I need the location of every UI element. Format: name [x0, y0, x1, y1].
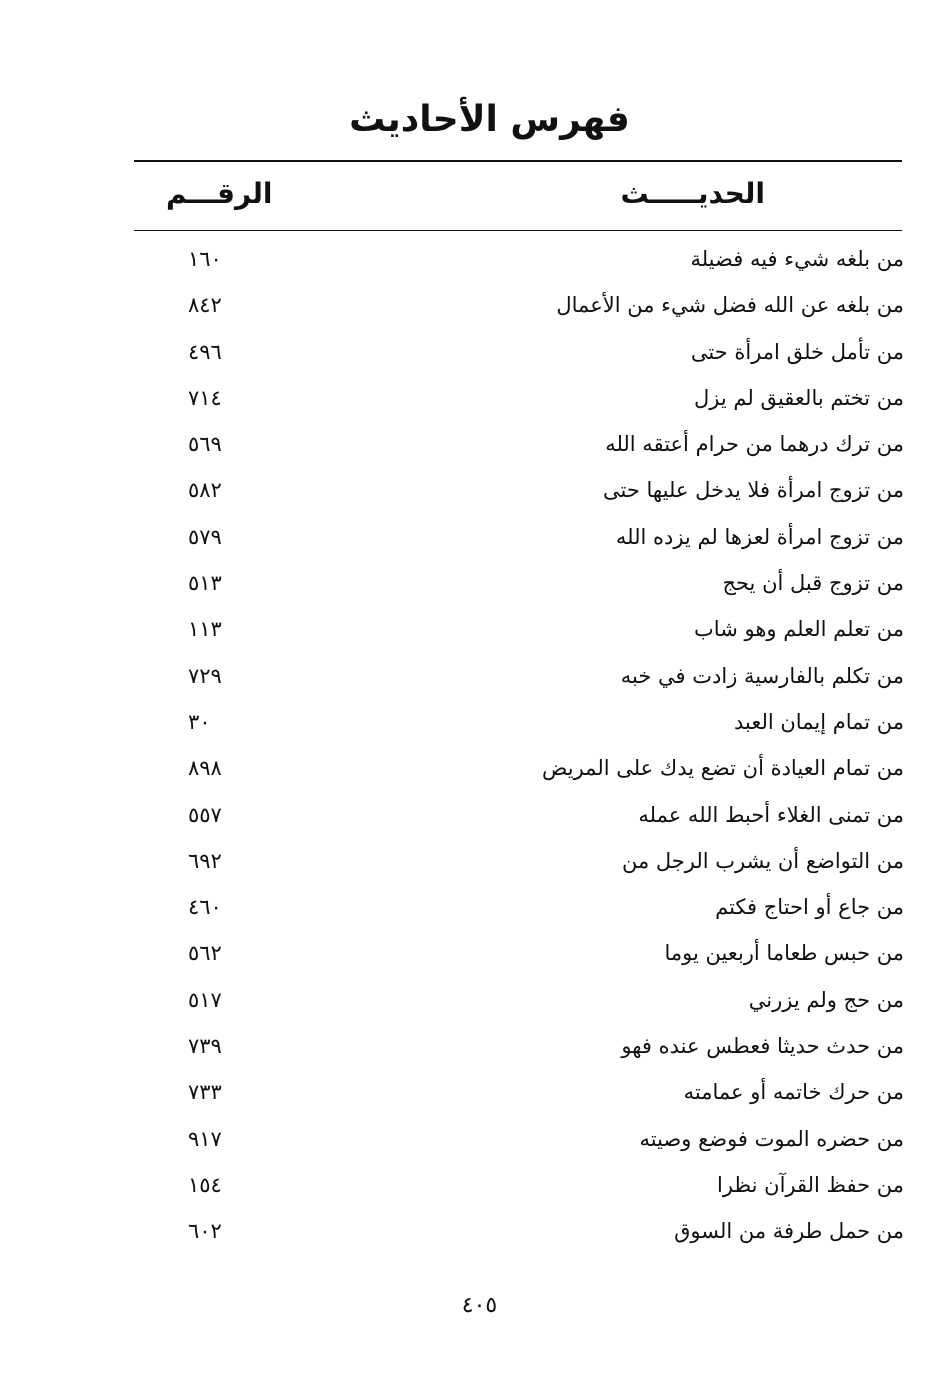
hadith-number: ١١٣ — [188, 617, 222, 642]
index-row — [134, 1116, 904, 1162]
hadith-number: ٩١٧ — [188, 1126, 222, 1151]
index-row — [134, 884, 904, 930]
index-row — [134, 838, 904, 884]
index-row — [134, 467, 904, 513]
index-row — [134, 977, 904, 1023]
index-row — [134, 375, 904, 421]
hadith-number: ٥٥٧ — [188, 802, 222, 827]
hadith-number: ٤٦٠ — [188, 895, 222, 920]
hadith-text: من حج ولم يزرني — [748, 987, 904, 1012]
index-row — [134, 560, 904, 606]
column-header-number: الرقـــم — [166, 177, 273, 210]
hadith-number: ٣٠ — [188, 709, 211, 734]
index-row — [134, 745, 904, 791]
index-row — [134, 606, 904, 652]
hadith-number: ١٦٠ — [188, 247, 222, 271]
hadith-number: ٥٦٢ — [188, 941, 222, 966]
hadith-number: ٥٧٩ — [188, 524, 222, 549]
hadith-text: من تختم بالعقيق لم يزل — [694, 385, 904, 410]
hadith-text: من تأمل خلق امرأة حتى — [690, 339, 904, 364]
index-row — [134, 329, 904, 375]
hadith-text: من بلغه عن الله فضل شيء من الأعمال — [556, 293, 904, 318]
hadith-number: ٦٠٢ — [188, 1219, 222, 1244]
hadith-text: من تزوج قبل أن يحج — [722, 571, 904, 596]
hadith-text: من حدث حديثا فعطس عنده فهو — [621, 1034, 904, 1059]
index-row — [134, 514, 904, 560]
hadith-number: ٥١٧ — [188, 987, 222, 1012]
hadith-text: من تعلم العلم وهو شاب — [694, 617, 904, 642]
hadith-index-list — [134, 236, 904, 1255]
hadith-text: من جاع أو احتاج فكتم — [715, 895, 904, 920]
hadith-number: ٧٢٩ — [188, 663, 222, 688]
index-row — [134, 1162, 904, 1208]
hadith-text: من التواضع أن يشرب الرجل من — [621, 848, 904, 873]
column-header-hadith: الحديـــــث — [620, 177, 765, 210]
page-number: ٤٠٥ — [461, 1293, 498, 1318]
index-row — [134, 1023, 904, 1069]
hadith-number: ٨٤٢ — [188, 293, 222, 318]
hadith-number: ٨٩٨ — [188, 756, 222, 781]
index-row — [134, 1208, 904, 1254]
hadith-number: ٥١٣ — [188, 571, 222, 596]
hadith-number: ٧١٤ — [188, 385, 222, 410]
index-row — [134, 653, 904, 699]
hadith-text: من حبس طعاما أربعين يوما — [664, 941, 904, 966]
hadith-text: من بلغه شيء فيه فضيلة — [690, 247, 904, 271]
page-title: فهرس الأحاديث — [349, 99, 630, 140]
hadith-text: من حمل طرفة من السوق — [674, 1219, 904, 1244]
index-row — [134, 421, 904, 467]
hadith-number: ٧٣٣ — [188, 1080, 222, 1105]
hadith-text: من تمنى الغلاء أحبط الله عمله — [638, 802, 904, 827]
index-row — [134, 699, 904, 745]
index-row — [134, 236, 904, 282]
hadith-number: ٥٨٢ — [188, 478, 222, 503]
hadith-number: ٤٩٦ — [188, 339, 222, 364]
header-bottom-rule — [134, 230, 902, 231]
hadith-text: من ترك درهما من حرام أعتقه الله — [605, 432, 904, 457]
index-row — [134, 282, 904, 328]
hadith-text: من تزوج امرأة لعزها لم يزده الله — [615, 524, 904, 549]
hadith-number: ٥٦٩ — [188, 432, 222, 457]
hadith-text: من تمام إيمان العبد — [733, 709, 904, 734]
hadith-text: من تمام العيادة أن تضع يدك على المريض — [542, 756, 904, 781]
index-row — [134, 1069, 904, 1115]
hadith-text: من تكلم بالفارسية زادت في خبه — [620, 663, 904, 688]
header-top-rule — [134, 160, 902, 162]
index-row — [134, 792, 904, 838]
hadith-number: ٦٩٢ — [188, 848, 222, 873]
hadith-number: ١٥٤ — [188, 1172, 222, 1197]
hadith-text: من حفظ القرآن نظرا — [717, 1172, 904, 1197]
hadith-text: من حرك خاتمه أو عمامته — [683, 1080, 904, 1105]
hadith-text: من حضره الموت فوضع وصيته — [639, 1126, 904, 1151]
hadith-text: من تزوج امرأة فلا يدخل عليها حتى — [603, 478, 904, 503]
index-row — [134, 930, 904, 976]
hadith-number: ٧٣٩ — [188, 1034, 222, 1059]
